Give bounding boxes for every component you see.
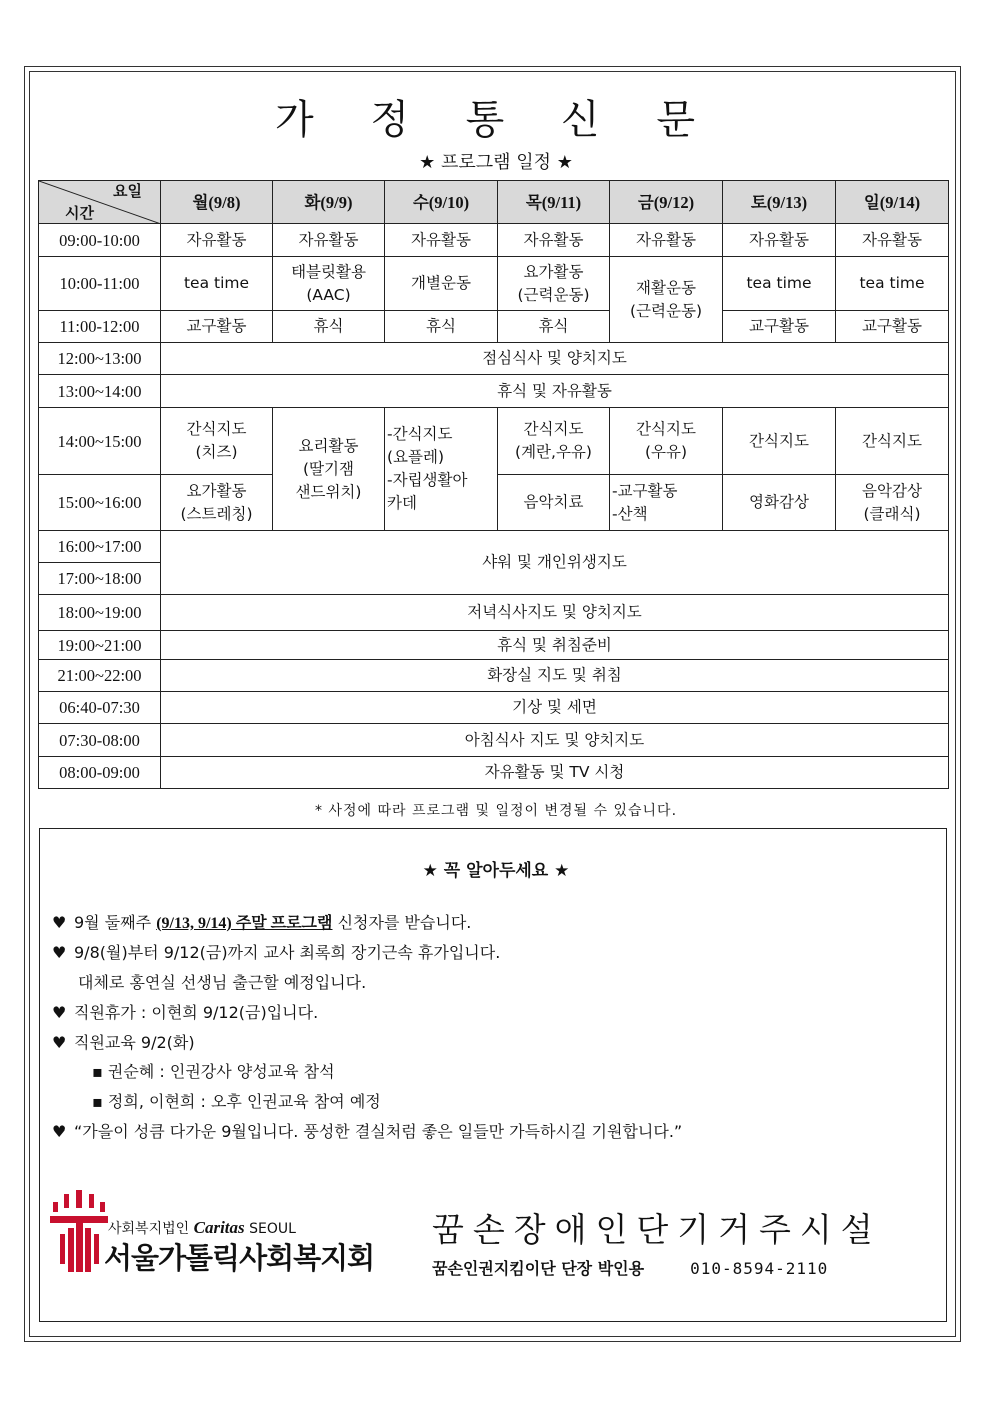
page-title: 가 정 통 신 문 <box>274 97 718 143</box>
time-cell: 21:00~22:00 <box>39 660 161 692</box>
contact-name: 꿈손인권지킴이단 단장 박인용 <box>432 1259 645 1278</box>
table-row <box>39 375 949 408</box>
activity-cell: 교구활동 <box>161 311 273 343</box>
notice-item <box>52 1030 195 1053</box>
table-row <box>39 257 949 311</box>
time-cell: 10:00-11:00 <box>39 257 161 311</box>
activity-line: -산책 <box>612 504 648 523</box>
time-cell: 14:00~15:00 <box>39 408 161 475</box>
activity-cell <box>273 257 385 311</box>
activity-cell: 점심식사 및 양치지도 <box>161 343 949 375</box>
notice-text: ▪ 권순혜 : 인권강사 양성교육 참석 <box>92 1062 335 1081</box>
activity-cell: 간식지도 <box>836 408 949 475</box>
schedule-table <box>38 180 949 789</box>
notice-item <box>52 1000 318 1023</box>
heart-icon: ♥ <box>52 913 67 932</box>
activity-line: (우유) <box>644 443 688 461</box>
day-header: 목(9/11) <box>498 181 610 224</box>
activity-cell <box>610 257 723 343</box>
notice-item <box>52 1119 682 1142</box>
heart-icon: ♥ <box>52 1003 67 1022</box>
activity-cell <box>273 408 385 531</box>
corner-time-label: 시간 <box>65 204 94 222</box>
activity-line: (요플레) <box>387 448 445 466</box>
table-row <box>39 595 949 631</box>
heart-icon: ♥ <box>52 1033 67 1052</box>
time-cell: 16:00~17:00 <box>39 531 161 563</box>
activity-cell <box>498 408 610 475</box>
activity-line: (AAC) <box>306 285 351 304</box>
time-cell: 06:40-07:30 <box>39 692 161 724</box>
time-cell: 07:30-08:00 <box>39 724 161 757</box>
activity-cell: 자유활동 <box>498 224 610 257</box>
activity-cell: 휴식 및 취침준비 <box>161 631 949 660</box>
header-row <box>39 181 949 224</box>
notice-text: 9/8(월)부터 9/12(금)까지 교사 최록희 장기근속 휴가입니다. <box>74 943 501 962</box>
notice-item <box>92 1059 335 1082</box>
activity-cell <box>610 408 723 475</box>
activity-cell: 음악치료 <box>498 475 610 531</box>
table-row <box>39 531 949 563</box>
schedule-subtitle: ★ 프로그램 일정 ★ <box>419 152 573 173</box>
activity-line: (근력운동) <box>630 301 702 320</box>
activity-line: -자립생활아 <box>387 471 468 489</box>
heart-icon: ♥ <box>52 1122 67 1141</box>
activity-line: (계란,우유) <box>515 443 592 461</box>
table-row <box>39 408 949 475</box>
notice-text: “가을이 성큼 다가운 9월입니다. 풍성한 결실처럼 좋은 일들만 가득하시길 기원합니다.” <box>74 1122 683 1141</box>
table-row <box>39 757 949 789</box>
heart-icon: ♥ <box>52 943 67 962</box>
activity-cell: 자유활동 <box>385 224 498 257</box>
day-header: 토(9/13) <box>723 181 836 224</box>
activity-cell: 휴식 <box>498 311 610 343</box>
notice-item <box>52 910 471 933</box>
activity-line: -간식지도 <box>387 425 453 443</box>
table-row <box>39 692 949 724</box>
notice-text: ▪ 정희, 이현희 : 오후 인권교육 참여 예정 <box>92 1092 381 1111</box>
activity-cell: 간식지도 <box>723 408 836 475</box>
activity-line: 간식지도 <box>636 420 696 438</box>
activity-cell: 기상 및 세면 <box>161 692 949 724</box>
time-cell: 15:00~16:00 <box>39 475 161 531</box>
contact-phone: 010-8594-2110 <box>690 1259 829 1278</box>
activity-cell: 휴식 <box>273 311 385 343</box>
table-row <box>39 311 949 343</box>
notice-text: 직원교육 9/2(화) <box>74 1033 195 1052</box>
facility-name: 꿈손장애인단기거주시설 <box>432 1210 882 1249</box>
activity-cell: 자유활동 <box>273 224 385 257</box>
notice-text: 직원휴가 : 이현희 9/12(금)입니다. <box>74 1003 319 1022</box>
activity-line: 음악감상 <box>862 481 922 500</box>
activity-line: 요가활동 <box>523 262 584 281</box>
logo-brand: Caritas <box>193 1218 245 1237</box>
activity-line: (근력운동) <box>517 285 590 304</box>
time-cell: 09:00-10:00 <box>39 224 161 257</box>
activity-line: 요리활동 <box>298 436 359 455</box>
activity-cell <box>498 257 610 311</box>
activity-cell: 영화감상 <box>723 475 836 531</box>
notice-text: 대체로 홍연실 선생님 출근할 예정입니다. <box>78 973 367 992</box>
day-header: 금(9/12) <box>610 181 723 224</box>
activity-cell: tea time <box>836 257 949 311</box>
corner-diagonal <box>39 181 161 224</box>
logo-subtitle-text: 사회복지법인 <box>108 1221 194 1237</box>
schedule-note: * 사정에 따라 프로그램 및 일정이 변경될 수 있습니다. <box>314 803 678 819</box>
activity-cell: 휴식 및 자유활동 <box>161 375 949 408</box>
activity-cell <box>836 475 949 531</box>
notice-title: ★ 꼭 알아두세요 ★ <box>422 861 570 881</box>
logo-subtitle-city: SEOUL <box>244 1221 296 1237</box>
logo-subtitle <box>108 1218 296 1238</box>
activity-cell: 교구활동 <box>723 311 836 343</box>
activity-cell: 자유활동 <box>161 224 273 257</box>
activity-cell: 자유활동 <box>836 224 949 257</box>
corner-day-label: 요일 <box>113 182 142 200</box>
activity-line: 간식지도 <box>186 420 247 438</box>
day-header: 일(9/14) <box>836 181 949 224</box>
notice-text: 신청자를 받습니다. <box>332 913 472 932</box>
notice-item <box>78 970 366 993</box>
time-cell: 08:00-09:00 <box>39 757 161 789</box>
activity-cell: 자유활동 및 TV 시청 <box>161 757 949 789</box>
corner-cell <box>39 181 161 224</box>
notice-highlight: (9/13, 9/14) 주말 프로그램 <box>156 915 333 932</box>
activity-cell <box>385 408 498 531</box>
activity-cell <box>161 408 273 475</box>
activity-cell: 샤워 및 개인위생지도 <box>161 531 949 595</box>
activity-cell <box>610 475 723 531</box>
activity-cell: 자유활동 <box>723 224 836 257</box>
activity-line: 간식지도 <box>523 420 584 438</box>
activity-line: 태블릿활용 <box>291 262 366 281</box>
activity-line: 재활운동 <box>636 278 696 297</box>
activity-cell: 개별운동 <box>385 257 498 311</box>
notice-text: 9월 둘째주 <box>74 913 157 932</box>
time-cell: 12:00~13:00 <box>39 343 161 375</box>
day-header: 화(9/9) <box>273 181 385 224</box>
table-row <box>39 343 949 375</box>
activity-cell: 아침식사 지도 및 양치지도 <box>161 724 949 757</box>
day-header: 수(9/10) <box>385 181 498 224</box>
activity-line: (치즈) <box>195 443 238 461</box>
day-header: 월(9/8) <box>161 181 273 224</box>
table-row <box>39 631 949 660</box>
table-row <box>39 724 949 757</box>
activity-line: (스트레칭) <box>180 504 253 523</box>
activity-line: 요가활동 <box>186 481 247 500</box>
time-cell: 18:00~19:00 <box>39 595 161 631</box>
activity-cell: 자유활동 <box>610 224 723 257</box>
activity-cell <box>161 475 273 531</box>
contact-info <box>432 1256 828 1279</box>
table-row <box>39 224 949 257</box>
activity-cell: 교구활동 <box>836 311 949 343</box>
activity-cell: tea time <box>723 257 836 311</box>
time-cell: 19:00~21:00 <box>39 631 161 660</box>
activity-cell: 화장실 지도 및 취침 <box>161 660 949 692</box>
time-cell: 11:00-12:00 <box>39 311 161 343</box>
activity-line: (클래식) <box>863 504 921 523</box>
notice-item <box>52 940 500 963</box>
activity-line: 샌드위치) <box>295 482 362 501</box>
time-cell: 13:00~14:00 <box>39 375 161 408</box>
activity-cell: 휴식 <box>385 311 498 343</box>
activity-line: 카데 <box>387 494 417 512</box>
activity-cell: 저녁식사지도 및 양치지도 <box>161 595 949 631</box>
notice-item <box>92 1089 381 1112</box>
time-cell: 17:00~18:00 <box>39 563 161 595</box>
table-row <box>39 660 949 692</box>
activity-line: (딸기잼 <box>303 459 354 478</box>
logo-organization: 서울가톨릭사회복지회 <box>104 1241 375 1275</box>
activity-cell: tea time <box>161 257 273 311</box>
activity-line: -교구활동 <box>612 481 678 500</box>
